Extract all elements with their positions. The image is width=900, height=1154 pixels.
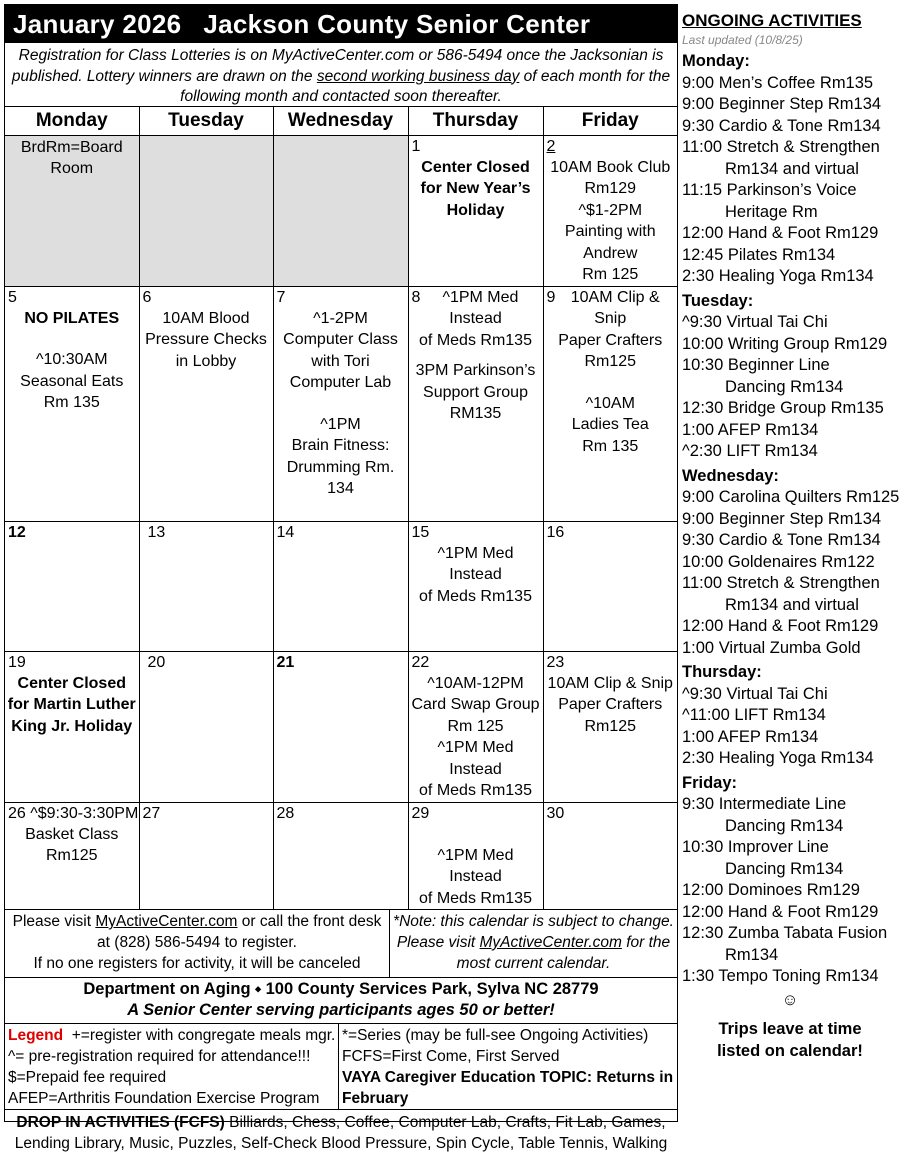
last-updated: Last updated (10/8/25): [682, 33, 803, 47]
ongoing-item: [682, 137, 898, 180]
event-text: ^1-2PM: [313, 309, 368, 327]
myactivecenter-link[interactable]: MyActiveCenter.com: [95, 913, 238, 930]
event-text: ^$9:30-3:30PM: [30, 804, 139, 822]
change-notice-text: *Note: this calendar is subject to change. Please visit: [393, 913, 674, 951]
department-tagline: A Senior Center serving participants ages 50 or better!: [127, 1001, 555, 1019]
intro-text-end: of each month for the following month and contacted soon thereafter.: [180, 67, 671, 105]
ongoing-item-text: 9:30 Intermediate Line: [682, 795, 847, 813]
event-text: NO PILATES: [24, 309, 120, 327]
event-text: 10AM Clip & Snip: [547, 674, 673, 692]
day-cell-13: [139, 521, 273, 651]
event-text: ^1PM Med Instead: [437, 846, 514, 885]
day-number: 26: [8, 804, 26, 822]
ongoing-item-text: 9:30 Cardio & Tone Rm134: [682, 531, 881, 549]
day-number: 22: [411, 653, 430, 671]
event-text: Support Group: [423, 383, 528, 401]
event-text: Card Swap Group: [411, 696, 540, 713]
event-text: Basket Class: [25, 825, 119, 843]
event-text: King Jr. Holiday: [11, 717, 133, 735]
day-cell-30: [543, 802, 677, 910]
ongoing-item-text: 12:00 Hand & Foot Rm129: [682, 617, 879, 635]
ongoing-item: [682, 552, 898, 574]
event-text: Ladies Tea: [571, 416, 649, 433]
ongoing-item: [682, 966, 898, 988]
event-text: 134: [327, 480, 354, 497]
weekday-friday: Friday: [543, 107, 677, 135]
event-text: Brain Fitness:: [291, 437, 390, 454]
ongoing-item: [682, 705, 898, 727]
day-number: 16: [546, 523, 565, 541]
ongoing-day-tuesday: Tuesday:: [682, 291, 754, 310]
ongoing-item: [682, 509, 898, 531]
event-text: of Meds Rm135: [419, 782, 532, 799]
ongoing-item: [682, 441, 898, 463]
department-address: Department on Aging ⬩ 100 County Services Park, Sylva NC 28779: [83, 980, 599, 998]
trips-text: Trips leave at time: [718, 1020, 862, 1038]
day-cell-14: [273, 521, 408, 651]
ongoing-item: [682, 180, 898, 223]
ongoing-item: [682, 312, 898, 334]
event-text: Painting with: [564, 223, 656, 240]
smiley-icon: ☺: [781, 990, 799, 1009]
day-cell-15: [408, 521, 543, 651]
day-number: 14: [276, 523, 295, 541]
week-row-5: [5, 802, 677, 910]
week-row-2: [5, 286, 677, 521]
calendar-title-bar: [5, 5, 677, 43]
ongoing-item: [682, 573, 898, 616]
day-cell-empty: [273, 135, 408, 286]
ongoing-item-text: 11:00 Stretch & Strengthen: [682, 574, 880, 592]
board-room-note: BrdRm=Board: [20, 138, 123, 156]
ongoing-item-text: 12:45 Pilates Rm134: [682, 245, 836, 264]
ongoing-item-text: ^11:00 LIFT Rm134: [682, 706, 826, 724]
event-text: ^10:30AM: [35, 351, 108, 368]
ongoing-item: [682, 266, 898, 288]
day-number: 12: [8, 523, 26, 541]
drop-in-activities: [5, 1110, 677, 1154]
day-cell-20: [139, 651, 273, 802]
event-text: with Tori: [311, 352, 370, 370]
ongoing-day-thursday: Thursday:: [682, 663, 762, 681]
day-cell-12: [5, 521, 139, 651]
myactivecenter-link[interactable]: MyActiveCenter.com: [479, 934, 622, 951]
event-text: 10AM Blood: [162, 309, 250, 327]
ongoing-item: [682, 116, 898, 138]
ongoing-item-text: 2:30 Healing Yoga Rm134: [682, 267, 874, 285]
day-number: 23: [546, 653, 565, 671]
center-name: Jackson County Senior Center: [203, 9, 591, 39]
legend-item: *=Series (may be full-see Ongoing Activities): [342, 1027, 649, 1044]
change-notice: [390, 910, 677, 977]
legend-left: [5, 1024, 339, 1109]
ongoing-day-wednesday: Wednesday:: [682, 466, 779, 485]
ongoing-item-text: 12:00 Dominoes Rm129: [682, 881, 860, 899]
ongoing-item: [682, 355, 898, 398]
ongoing-item: [682, 638, 898, 660]
event-text: 10AM Clip & Snip: [570, 288, 660, 327]
ongoing-item-text: ^2:30 LIFT Rm134: [682, 442, 818, 460]
weekday-thursday: Thursday: [408, 107, 543, 135]
day-number: 8: [411, 288, 421, 306]
day-number: 9: [546, 288, 556, 306]
ongoing-item: [682, 880, 898, 902]
day-cell-5: [5, 286, 139, 521]
event-text: ^$1-2PM: [578, 201, 643, 219]
ongoing-item-text: 10:30 Improver Line: [682, 838, 829, 856]
event-text: ^1PM: [320, 415, 361, 433]
day-cell-29: [408, 802, 543, 910]
event-text: RM135: [449, 405, 502, 422]
drop-in-label: DROP IN ACTIVITIES (FCFS): [16, 1114, 225, 1131]
day-number: 5: [8, 288, 17, 306]
event-text: Rm 135: [43, 394, 100, 411]
day-number: 20: [147, 653, 166, 671]
day-cell-23: [543, 651, 677, 802]
event-text: Rm 125: [447, 717, 504, 735]
vaya-caregiver-notice: VAYA Caregiver Education TOPIC: Returns in February: [342, 1069, 674, 1107]
day-cell-empty: [5, 135, 139, 286]
ongoing-item-text: 11:00 Stretch & Strengthen: [682, 138, 880, 156]
event-text: ^10AM: [585, 394, 635, 412]
intro-underlined: second working business day: [316, 67, 520, 85]
ongoing-item: [682, 727, 898, 749]
registration-text: or call the front desk at (828) 586-5494 to register.: [97, 913, 382, 951]
ongoing-day-monday: Monday:: [682, 52, 750, 70]
day-cell-28: [273, 802, 408, 910]
event-text: Rm 125: [582, 266, 639, 283]
day-cell-2: [543, 135, 677, 286]
day-number: 13: [147, 523, 166, 541]
event-text: for New Year’s: [420, 180, 531, 197]
ongoing-item-text: 2:30 Healing Yoga Rm134: [682, 749, 874, 767]
event-text: Andrew: [583, 244, 638, 262]
ongoing-day-friday: Friday:: [682, 773, 738, 792]
week-row-4: [5, 651, 677, 802]
event-text: Pressure Checks: [145, 331, 267, 348]
ongoing-item: [682, 223, 898, 245]
event-text: of Meds Rm135: [419, 889, 532, 907]
ongoing-item-text: 1:30 Tempo Toning Rm134: [682, 967, 879, 985]
event-text: Rm129: [584, 180, 637, 197]
ongoing-item: [682, 530, 898, 552]
event-text: ^10AM-12PM: [427, 674, 524, 692]
ongoing-item-text: 9:00 Beginner Step Rm134: [682, 509, 882, 528]
legend-item: AFEP=Arthritis Foundation Exercise Program: [8, 1090, 320, 1107]
board-room-note: Room: [50, 160, 94, 177]
ongoing-activities: [682, 10, 898, 1062]
event-text: Paper Crafters: [558, 331, 663, 349]
day-number: 6: [142, 288, 152, 306]
ongoing-item-text: 1:00 AFEP Rm134: [682, 420, 819, 439]
event-text: 3PM Parkinson’s: [415, 362, 536, 379]
ongoing-item-text: 9:00 Beginner Step Rm134: [682, 95, 882, 113]
event-text: Drumming Rm.: [286, 458, 395, 476]
event-text: ^1PM Med Instead: [437, 544, 514, 583]
ongoing-item-text: ^9:30 Virtual Tai Chi: [682, 684, 828, 703]
ongoing-item: [682, 487, 898, 509]
day-number: 7: [276, 288, 286, 306]
event-text: Rm125: [584, 717, 637, 735]
drop-in-list: Billiards, Chess, Coffee, Computer Lab, Crafts, Fit Lab, Games, Lending Library, Music, Puzzles, Self-Check Blood Pressure, Spin Cycle, Table Tennis, Walking: [14, 1114, 668, 1152]
legend-item: ^= pre-registration required for attendance!!!: [8, 1048, 311, 1065]
ongoing-item-text: 1:00 AFEP Rm134: [682, 727, 819, 746]
ongoing-item: [682, 684, 898, 706]
ongoing-item-text: 10:30 Beginner Line: [682, 356, 830, 374]
change-notice-text: for the most current calendar.: [456, 934, 671, 972]
event-text: 10AM Book Club: [550, 158, 671, 176]
day-cell-21: [273, 651, 408, 802]
ongoing-item: [682, 748, 898, 770]
ongoing-item-text: 9:00 Carolina Quilters Rm125: [682, 488, 900, 506]
registration-notice: [5, 43, 677, 107]
event-text: of Meds Rm135: [419, 331, 532, 349]
day-cell-16: [543, 521, 677, 651]
event-text: in Lobby: [175, 352, 237, 370]
day-cell-8: [408, 286, 543, 521]
day-number: 29: [411, 804, 430, 822]
ongoing-item: [682, 73, 898, 95]
legend-item: +=register with congregate meals mgr.: [63, 1027, 336, 1044]
legend-item: FCFS=First Come, First Served: [342, 1048, 560, 1065]
event-text: ^1PM Med Instead: [437, 739, 514, 778]
day-cell-7: [273, 286, 408, 521]
event-text: Rm125: [45, 847, 98, 864]
legend-right: [339, 1024, 677, 1109]
ongoing-item-text: Dancing Rm134: [725, 377, 844, 396]
legend: [5, 1024, 677, 1110]
day-number: 19: [8, 653, 26, 671]
day-number: 1: [411, 137, 421, 155]
week-row-3: [5, 521, 677, 651]
event-text: for Martin Luther: [7, 696, 136, 713]
day-number: 28: [276, 804, 295, 822]
day-cell-27: [139, 802, 273, 910]
calendar-panel: [4, 4, 678, 1152]
ongoing-item-text: 12:30 Bridge Group Rm135: [682, 399, 884, 417]
event-text: Center Closed: [421, 158, 530, 176]
day-cell-26: [5, 802, 139, 910]
event-text: Holiday: [446, 201, 505, 219]
ongoing-item-text: Rm134 and virtual: [725, 595, 859, 614]
day-number: 2: [546, 137, 556, 155]
day-number: 27: [142, 804, 161, 822]
event-text: Seasonal Eats: [20, 372, 124, 390]
ongoing-item: [682, 420, 898, 442]
day-cell-19: [5, 651, 139, 802]
ongoing-item: [682, 398, 898, 420]
ongoing-item: [682, 837, 898, 880]
day-cell-1: [408, 135, 543, 286]
day-number: 15: [411, 523, 430, 541]
registration-text: Please visit: [12, 913, 96, 930]
ongoing-item-text: Dancing Rm134: [725, 816, 844, 835]
ongoing-item: [682, 902, 898, 924]
ongoing-item-text: ^9:30 Virtual Tai Chi: [682, 313, 828, 331]
day-number: 30: [546, 804, 565, 822]
ongoing-item-text: Dancing Rm134: [725, 859, 844, 878]
ongoing-item: [682, 794, 898, 837]
ongoing-item: [682, 616, 898, 638]
ongoing-item: [682, 923, 898, 966]
event-text: Rm125: [584, 353, 637, 370]
day-cell-6: [139, 286, 273, 521]
ongoing-item-text: Heritage Rm: [725, 202, 818, 221]
ongoing-item-text: 11:15 Parkinson’s Voice: [682, 181, 857, 199]
ongoing-item: [682, 94, 898, 116]
ongoing-item-text: Rm134: [725, 945, 779, 964]
day-number: 21: [276, 653, 295, 671]
week-row-1: [5, 135, 677, 286]
calendar-grid: [5, 107, 677, 910]
event-text: of Meds Rm135: [419, 587, 532, 605]
department-banner: [5, 978, 677, 1024]
event-text: Computer Lab: [289, 374, 392, 391]
day-cell-22: [408, 651, 543, 802]
ongoing-item-text: 1:00 Virtual Zumba Gold: [682, 638, 861, 657]
weekday-wednesday: Wednesday: [273, 107, 408, 135]
event-text: Rm 135: [582, 437, 639, 455]
event-text: Center Closed: [17, 674, 126, 692]
ongoing-item-text: 10:00 Goldenaires Rm122: [682, 552, 875, 571]
trips-text: listed on calendar!: [717, 1041, 863, 1060]
trips-notice: [682, 1019, 898, 1062]
weekday-monday: Monday: [5, 107, 139, 135]
ongoing-item-text: 12:00 Hand & Foot Rm129: [682, 902, 879, 921]
day-cell-9: [543, 286, 677, 521]
weekday-tuesday: Tuesday: [139, 107, 273, 135]
weekday-header-row: [5, 107, 677, 135]
legend-item: $=Prepaid fee required: [8, 1069, 167, 1086]
event-text: ^1PM Med Instead: [442, 288, 519, 327]
ongoing-item-text: Rm134 and virtual: [725, 159, 859, 178]
ongoing-item-text: 12:00 Hand & Foot Rm129: [682, 224, 879, 242]
notes-row: [5, 910, 677, 978]
ongoing-item-text: 12:30 Zumba Tabata Fusion: [682, 924, 888, 942]
intro-text: Registration for Class Lotteries is on MyActiveCenter.com or 586-5494 once the Jacksonian is published. Lottery winners are drawn on the: [11, 47, 664, 85]
ongoing-item-text: 10:00 Writing Group Rm129: [682, 334, 888, 353]
cancel-notice: If no one registers for activity, it will be canceled: [33, 955, 361, 972]
event-text: Paper Crafters: [558, 696, 663, 713]
ongoing-item: [682, 245, 898, 267]
registration-info: [5, 910, 390, 977]
ongoing-item-text: 9:30 Cardio & Tone Rm134: [682, 116, 881, 135]
event-text: Computer Class: [283, 331, 398, 348]
ongoing-item: [682, 334, 898, 356]
calendar-month: January 2026: [13, 9, 182, 39]
legend-title: Legend: [8, 1027, 64, 1044]
ongoing-title: ONGOING ACTIVITIES: [682, 11, 862, 30]
day-cell-empty: [139, 135, 273, 286]
ongoing-item-text: 9:00 Men’s Coffee Rm135: [682, 73, 874, 92]
